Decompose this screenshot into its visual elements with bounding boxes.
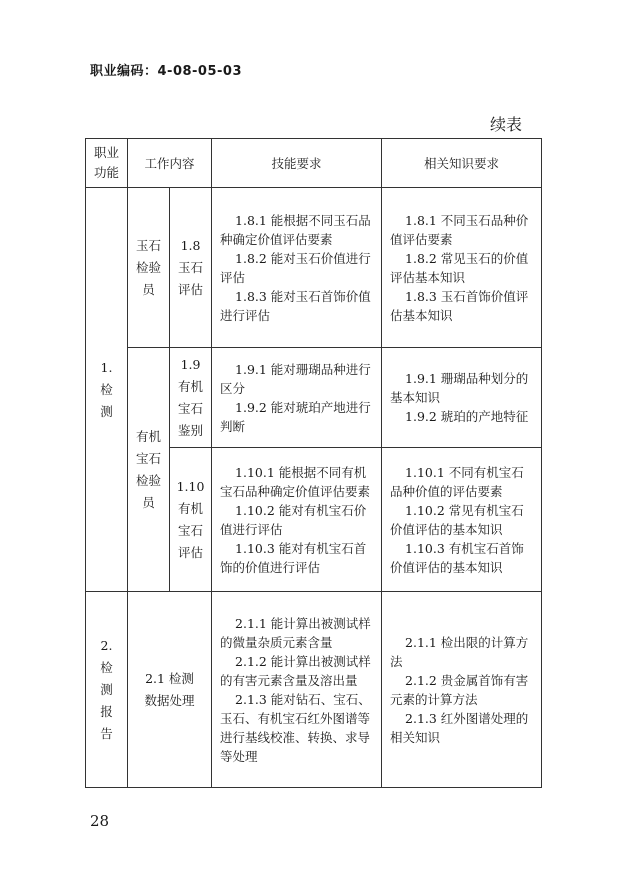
knowledge-1-8: 1.8.1 不同玉石品种价值评估要素 1.8.2 常见玉石的价值评估基本知识 1.8.3 玉石首饰价值评估基本知识 xyxy=(382,188,542,348)
table-row xyxy=(86,348,542,448)
occupation-code: 职业编码：4-08-05-03 xyxy=(90,64,243,79)
subrole-organic: 有机 宝石 检验 员 xyxy=(128,348,170,592)
page-number: 28 xyxy=(90,812,110,830)
skills-1-10: 1.10.1 能根据不同有机宝石品种确定价值评估要素 1.10.2 能对有机宝石价值进行评估 1.10.3 能对有机宝石首饰的价值进行评估 xyxy=(212,448,382,592)
table-header-row xyxy=(86,139,542,188)
subrole-jade: 玉石 检验 员 xyxy=(128,188,170,348)
header-work-content: 工作内容 xyxy=(128,139,212,188)
table-row xyxy=(86,188,542,348)
continued-label: 续表 xyxy=(490,115,523,134)
skills-1-9: 1.9.1 能对珊瑚品种进行区分 1.9.2 能对琥珀产地进行判断 xyxy=(212,348,382,448)
skills-table xyxy=(85,138,542,788)
knowledge-2-1: 2.1.1 检出限的计算方法 2.1.2 贵金属首饰有害元素的计算方法 2.1.3 红外图谱处理的相关知识 xyxy=(382,592,542,788)
content-1-8: 1.8 玉石 评估 xyxy=(170,188,212,348)
header-function: 职业 功能 xyxy=(86,139,128,188)
content-1-9: 1.9 有机 宝石 鉴别 xyxy=(170,348,212,448)
function-report: 2. 检 测 报 告 xyxy=(86,592,128,788)
header-knowledge: 相关知识要求 xyxy=(382,139,542,188)
skills-2-1: 2.1.1 能计算出被测试样的微量杂质元素含量 2.1.2 能计算出被测试样的有害元素含量及溶出量 2.1.3 能对钻石、宝石、玉石、有机宝石红外图谱等进行基线校准、转换、求导等处理 xyxy=(212,592,382,788)
knowledge-1-9: 1.9.1 珊瑚品种划分的基本知识 1.9.2 琥珀的产地特征 xyxy=(382,348,542,448)
header-skills: 技能要求 xyxy=(212,139,382,188)
function-detect: 1. 检 测 xyxy=(86,188,128,592)
table-row xyxy=(86,592,542,788)
content-2-1: 2.1 检测 数据处理 xyxy=(128,592,212,788)
skills-1-8: 1.8.1 能根据不同玉石品种确定价值评估要素 1.8.2 能对玉石价值进行评估 1.8.3 能对玉石首饰价值进行评估 xyxy=(212,188,382,348)
content-1-10: 1.10 有机 宝石 评估 xyxy=(170,448,212,592)
knowledge-1-10: 1.10.1 不同有机宝石品种价值的评估要素 1.10.2 常见有机宝石价值评估的基本知识 1.10.3 有机宝石首饰价值评估的基本知识 xyxy=(382,448,542,592)
